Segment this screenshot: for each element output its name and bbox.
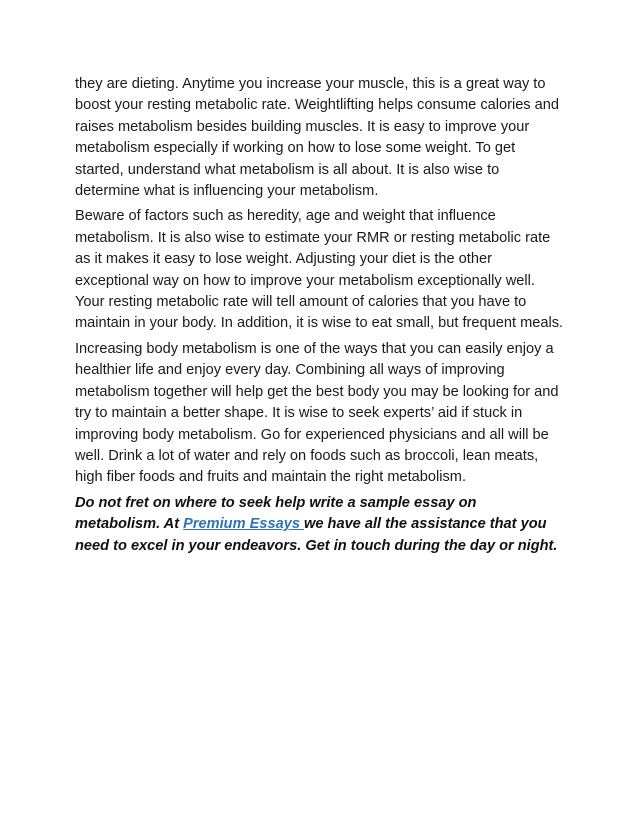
- paragraph-factors-rmr: Beware of factors such as heredity, age and weight that influence metabolism. It is also wise to estimate your RMR or resting metabolic rate as it makes it easy to lose weight. Adjusting your diet is the other exceptional way on how to improve your metabolism exceptionally well. Your resting metabolic rate will tell amount of calories that you have to maintain in your body. In addition, it is wise to eat small, but frequent meals.: [75, 208, 564, 332]
- cta-text-after-link: we have all the assistance that you need to excel in your endeavors. Get in touch during the day or night.: [75, 516, 558, 554]
- premium-essays-link[interactable]: Premium Essays: [183, 516, 305, 533]
- cta-text-before-link: Do not fret on where to seek help write a sample essay on metabolism. At: [75, 494, 477, 533]
- document-body: [75, 74, 565, 557]
- call-to-action: [75, 493, 565, 557]
- paragraph-increasing-metabolism: Increasing body metabolism is one of the ways that you can easily enjoy a healthier life and enjoy every day. Combining all ways of improving metabolism together will help get the best body you may be looking for and try to maintain a better shape. It is wise to seek experts’ aid if stuck in improving body metabolism. Go for experienced physicians and all will be well. Drink a lot of water and rely on foods such as broccoli, lean meats, high fiber foods and fruits and maintain the right metabolism.: [75, 340, 559, 486]
- paragraph-muscle-metabolism: they are dieting. Anytime you increase your muscle, this is a great way to boost your resting metabolic rate. Weightlifting helps consume calories and raises metabolism besides building muscles. It is easy to improve your metabolism especially if working on how to lose some weight. To get started, understand what metabolism is all about. It is also wise to determine what is influencing your metabolism.: [75, 76, 560, 200]
